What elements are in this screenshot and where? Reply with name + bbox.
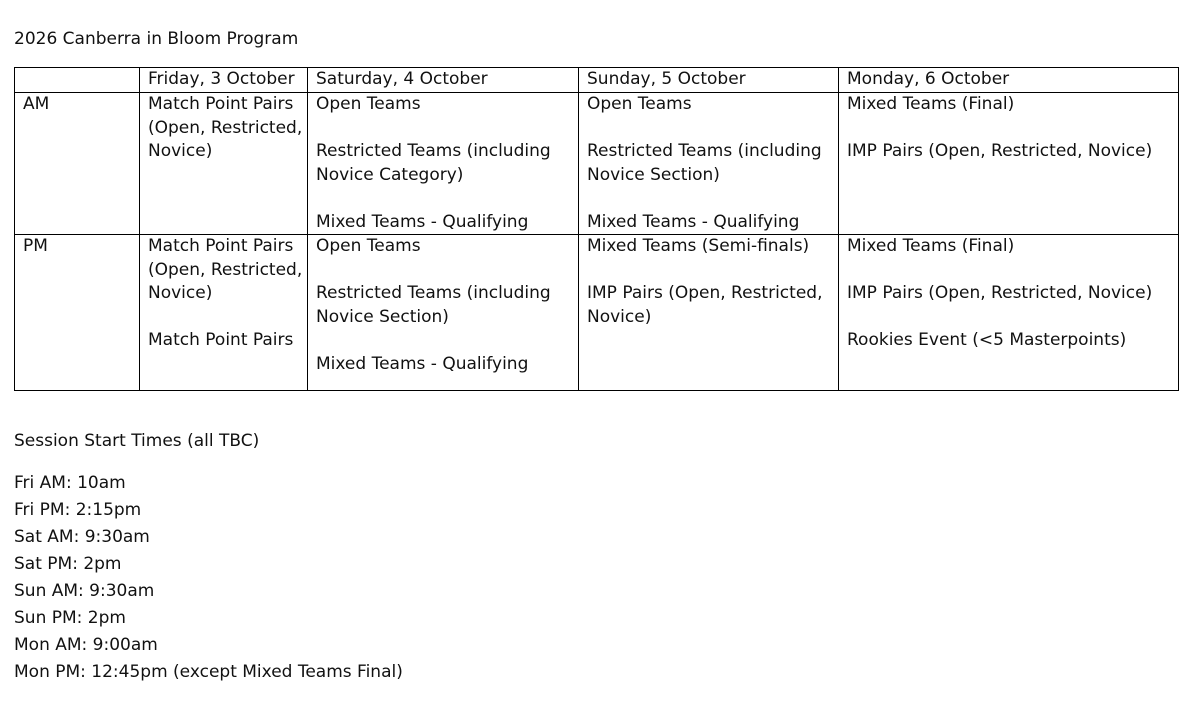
cell-pm-monday [839,235,1179,391]
cell-line: Mixed Teams (Final) [847,94,1015,114]
list-item: Fri PM: 2:15pm [14,500,142,520]
cell-line: Novice) [587,306,652,327]
cell-line: Match Point Pairs [148,236,294,256]
cell-line [847,117,1174,141]
list-item: Sat AM: 9:30am [14,527,150,547]
row-label-am: AM [15,93,140,235]
table-row-pm [15,235,1179,391]
cell-line: Open Teams [316,94,421,114]
cell-line [316,117,574,141]
cell-line: (Open, Restricted, [148,259,303,280]
cell-line: Rookies Event (<5 Masterpoints) [847,330,1127,350]
cell-line [847,306,1174,330]
program-table [14,67,1179,391]
table-row-am [15,93,1179,235]
cell-line: Mixed Teams - Qualifying [316,353,529,374]
cell-line [316,259,574,283]
header-cell-saturday: Saturday, 4 October [308,68,579,93]
cell-line [148,306,303,330]
cell-line: Open Teams [316,236,421,256]
header-cell-friday: Friday, 3 October [140,68,308,93]
cell-line: Open Teams [587,94,692,114]
cell-line: Mixed Teams - Qualifying [587,211,800,232]
cell-line: Novice) [148,283,213,303]
cell-line: Restricted Teams (including [316,141,551,161]
cell-line: IMP Pairs (Open, Restricted, Novice) [847,141,1153,161]
cell-line [847,259,1174,283]
cell-am-sunday [579,93,839,235]
list-item: Mon PM: 12:45pm (except Mixed Teams Final) [14,662,403,682]
cell-line [587,187,834,211]
cell-line [316,187,574,211]
session-times-title: Session Start Times (all TBC) [14,431,260,451]
cell-line: Match Point Pairs [148,330,294,350]
document-title: 2026 Canberra in Bloom Program [14,29,299,49]
cell-line: Novice) [148,141,213,161]
header-cell-sunday: Sunday, 5 October [579,68,839,93]
row-label-pm: PM [15,235,140,391]
cell-am-saturday [308,93,579,235]
list-item: Fri AM: 10am [14,473,126,493]
table-header-row [15,68,1179,93]
cell-pm-friday [140,235,308,391]
cell-pm-sunday [579,235,839,391]
list-item: Sun PM: 2pm [14,608,126,628]
cell-line: Match Point Pairs [148,94,294,114]
header-cell-monday: Monday, 6 October [839,68,1179,93]
session-times-list [14,470,403,686]
cell-line: Mixed Teams (Final) [847,236,1015,256]
cell-line: Mixed Teams (Semi-finals) [587,236,810,256]
cell-am-friday [140,93,308,235]
cell-line: Novice Category) [316,164,464,185]
list-item: Sun AM: 9:30am [14,581,155,601]
cell-line: Mixed Teams - Qualifying [316,211,529,232]
cell-line: Restricted Teams (including [316,283,551,303]
cell-pm-saturday [308,235,579,391]
cell-line [587,259,834,283]
header-cell-empty [15,68,140,93]
cell-line: IMP Pairs (Open, Restricted, Novice) [847,283,1153,303]
list-item: Sat PM: 2pm [14,554,122,574]
cell-line: Novice Section) [316,306,449,327]
cell-line: IMP Pairs (Open, Restricted, [587,283,823,303]
list-item: Mon AM: 9:00am [14,635,158,655]
cell-line: (Open, Restricted, [148,117,303,138]
cell-line [316,329,574,353]
cell-line: Novice Section) [587,164,720,185]
cell-line: Restricted Teams (including [587,141,822,161]
cell-line [587,117,834,141]
cell-am-monday [839,93,1179,235]
